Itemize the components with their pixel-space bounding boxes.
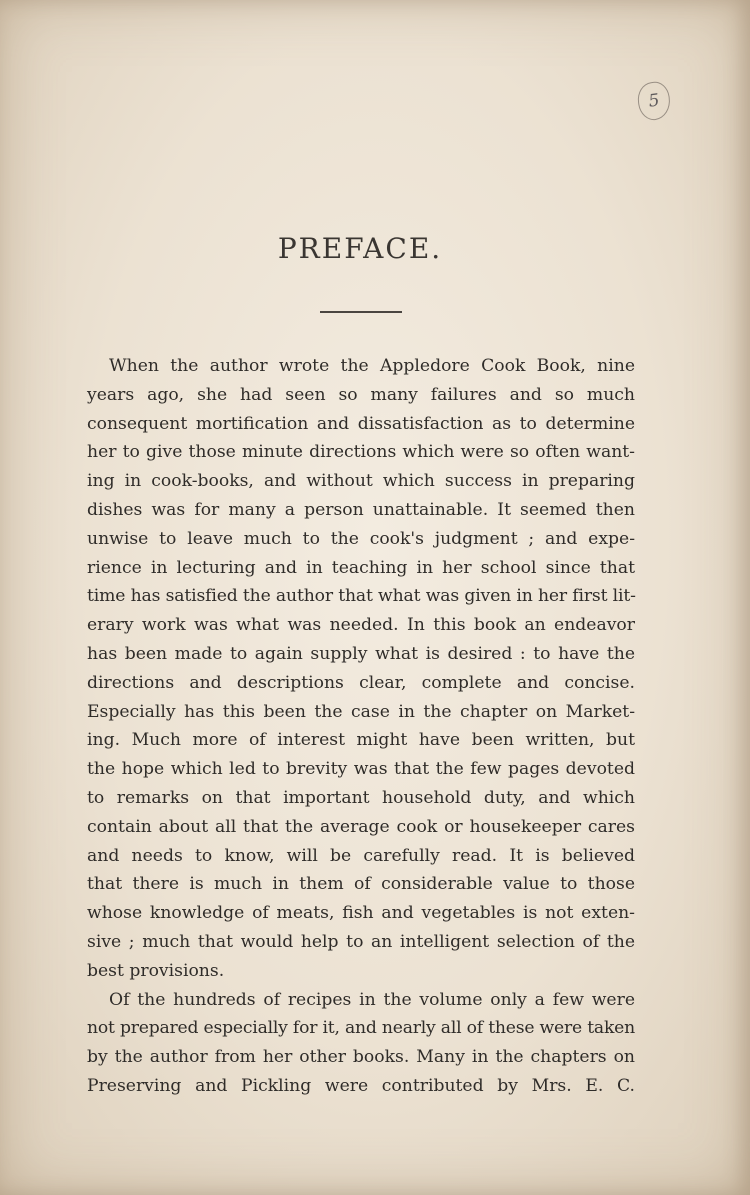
paragraph-1 xyxy=(87,352,635,986)
text-line: whose knowledge of meats, fish and vegetables is not exten- xyxy=(87,903,635,924)
text-line: her to give those minute directions which were so often want- xyxy=(87,442,635,463)
text-line: best provisions. xyxy=(87,960,225,981)
text-line: dishes was for many a person unattainable. It seemed then xyxy=(87,499,635,520)
text-line: the hope which led to brevity was that the few pages devoted xyxy=(87,759,635,780)
text-line: that there is much in them of considerable value to those xyxy=(87,874,635,895)
page-number: 5 xyxy=(636,80,673,122)
text-line: Preserving and Pickling were contributed by Mrs. E. C. xyxy=(87,1075,635,1096)
text-line: When the author wrote the Appledore Cook Book, nine xyxy=(109,356,635,376)
text-line: consequent mortification and dissatisfaction as to determine xyxy=(87,413,635,434)
text-line: erary work was what was needed. In this book an endeavor xyxy=(87,615,635,636)
text-line: years ago, she had seen so many failures and so much xyxy=(87,384,635,405)
text-line: unwise to leave much to the cook's judgment ; and expe- xyxy=(87,528,635,549)
text-line: rience in lecturing and in teaching in her school since that xyxy=(87,557,635,578)
preface-body xyxy=(87,352,635,1101)
text-line: not prepared especially for it, and nearly all of these were taken xyxy=(87,1018,635,1039)
text-line: sive ; much that would help to an intelligent selection of the xyxy=(87,931,635,952)
paragraph-2 xyxy=(87,986,635,1101)
text-line: Especially has this been the case in the chapter on Market- xyxy=(87,701,635,722)
text-line: time has satisfied the author that what was given in her first lit- xyxy=(87,586,636,607)
title-divider xyxy=(320,311,402,313)
text-line: Of the hundreds of recipes in the volume only a few were xyxy=(109,989,635,1010)
page-title: PREFACE. xyxy=(277,232,443,265)
text-line: to remarks on that important household duty, and which xyxy=(87,787,635,808)
text-line: by the author from her other books. Many in the chapters on xyxy=(87,1047,635,1068)
text-line: ing. Much more of interest might have been written, but xyxy=(87,730,635,751)
text-line: has been made to again supply what is desired : to have the xyxy=(87,643,635,664)
text-line: directions and descriptions clear, complete and concise. xyxy=(87,672,635,693)
text-line: and needs to know, will be carefully read. It is believed xyxy=(87,845,635,866)
text-line: ing in cook-books, and without which success in preparing xyxy=(87,471,635,492)
text-line: contain about all that the average cook or housekeeper cares xyxy=(87,816,635,837)
